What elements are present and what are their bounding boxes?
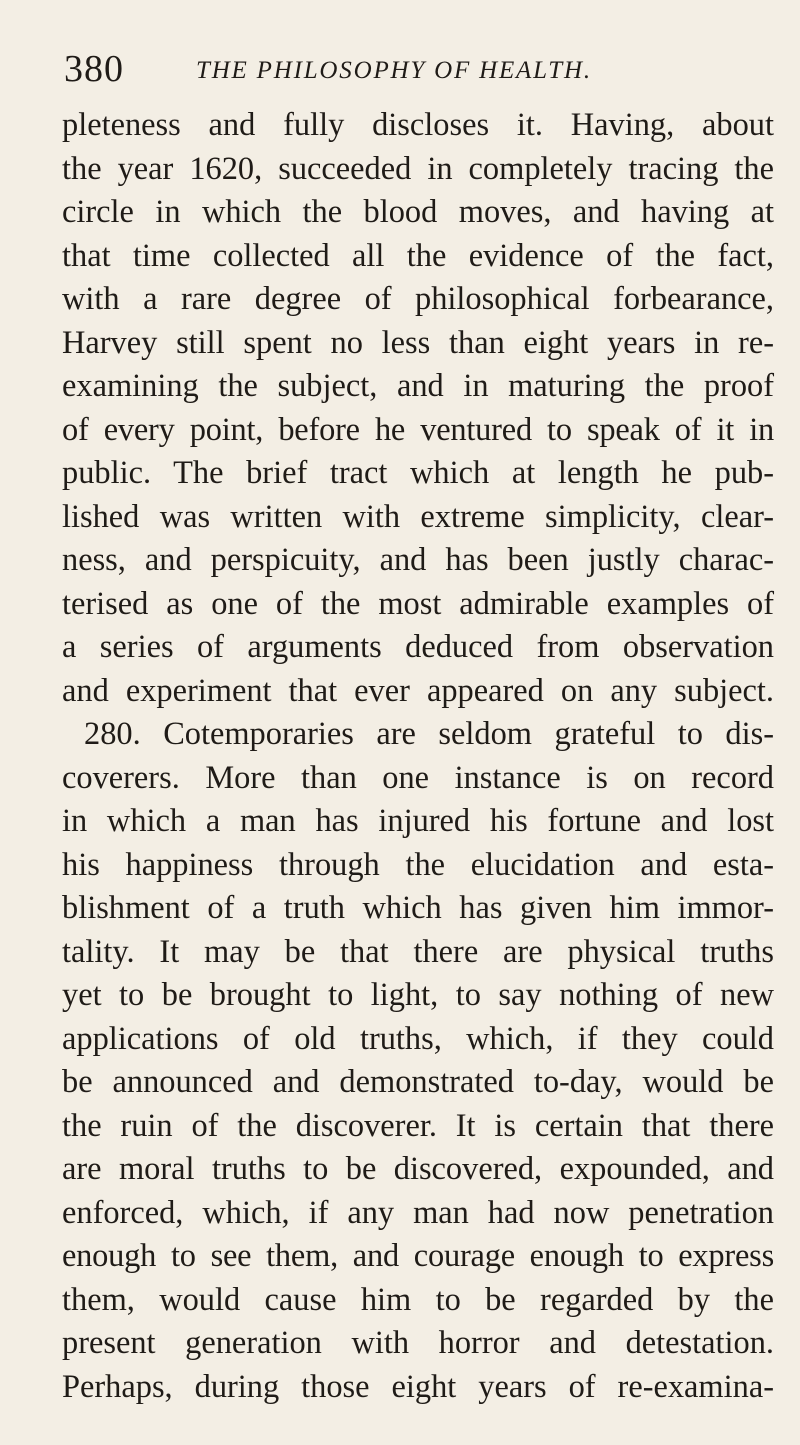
text-line: are moral truths to be discovered, expounded, and <box>62 1151 774 1187</box>
text-line: and experiment that ever appeared on any subject. <box>62 672 774 709</box>
text-line: blishment of a truth which has given him immor- <box>62 890 774 926</box>
text-line: that time collected all the evidence of the fact, <box>62 237 774 274</box>
running-head <box>64 44 764 94</box>
text-line: in which a man has injured his fortune and lost <box>62 803 774 839</box>
text-line: tality. It may be that there are physical truths <box>62 933 774 970</box>
text-line: of every point, before he ventured to speak of it in <box>62 411 774 448</box>
text-line: ness, and perspicuity, and has been justly charac- <box>62 542 774 578</box>
running-title: THE PHILOSOPHY OF HEALTH. <box>196 57 592 84</box>
text-line: terised as one of the most admirable examples of <box>62 585 774 622</box>
text-line: enough to see them, and courage enough to express <box>62 1238 774 1274</box>
text-line: examining the subject, and in maturing the proof <box>62 368 774 404</box>
text-line: applications of old truths, which, if they could <box>62 1020 774 1057</box>
text-line: lished was written with extreme simplicity, clear- <box>62 498 774 535</box>
text-line: present generation with horror and detestation. <box>62 1325 774 1361</box>
text-line: public. The brief tract which at length he pub- <box>62 455 774 491</box>
body-text <box>62 104 774 1409</box>
text-line: a series of arguments deduced from observation <box>62 629 774 665</box>
text-line: Perhaps, during those eight years of re-examina- <box>62 1368 774 1405</box>
text-line: his happiness through the elucidation and esta- <box>62 846 774 883</box>
text-line: with a rare degree of philosophical forbearance, <box>62 281 774 317</box>
text-line: them, would cause him to be regarded by the <box>62 1281 774 1318</box>
text-line: Harvey still spent no less than eight years in re- <box>62 324 774 361</box>
page-number: 380 <box>64 48 124 90</box>
text-line: the year 1620, succeeded in completely tracing the <box>62 150 774 187</box>
text-line: be announced and demonstrated to-day, would be <box>62 1064 774 1100</box>
text-line: coverers. More than one instance is on record <box>62 759 774 796</box>
paragraph-start-line: 280. Cotemporaries are seldom grateful to dis- <box>84 716 774 752</box>
text-line: enforced, which, if any man had now penetration <box>62 1194 774 1231</box>
text-line: circle in which the blood moves, and having at <box>62 194 774 230</box>
text-line: yet to be brought to light, to say nothing of new <box>62 977 774 1013</box>
text-line: pleteness and fully discloses it. Having, about <box>62 107 774 143</box>
text-line: the ruin of the discoverer. It is certain that there <box>62 1107 774 1144</box>
